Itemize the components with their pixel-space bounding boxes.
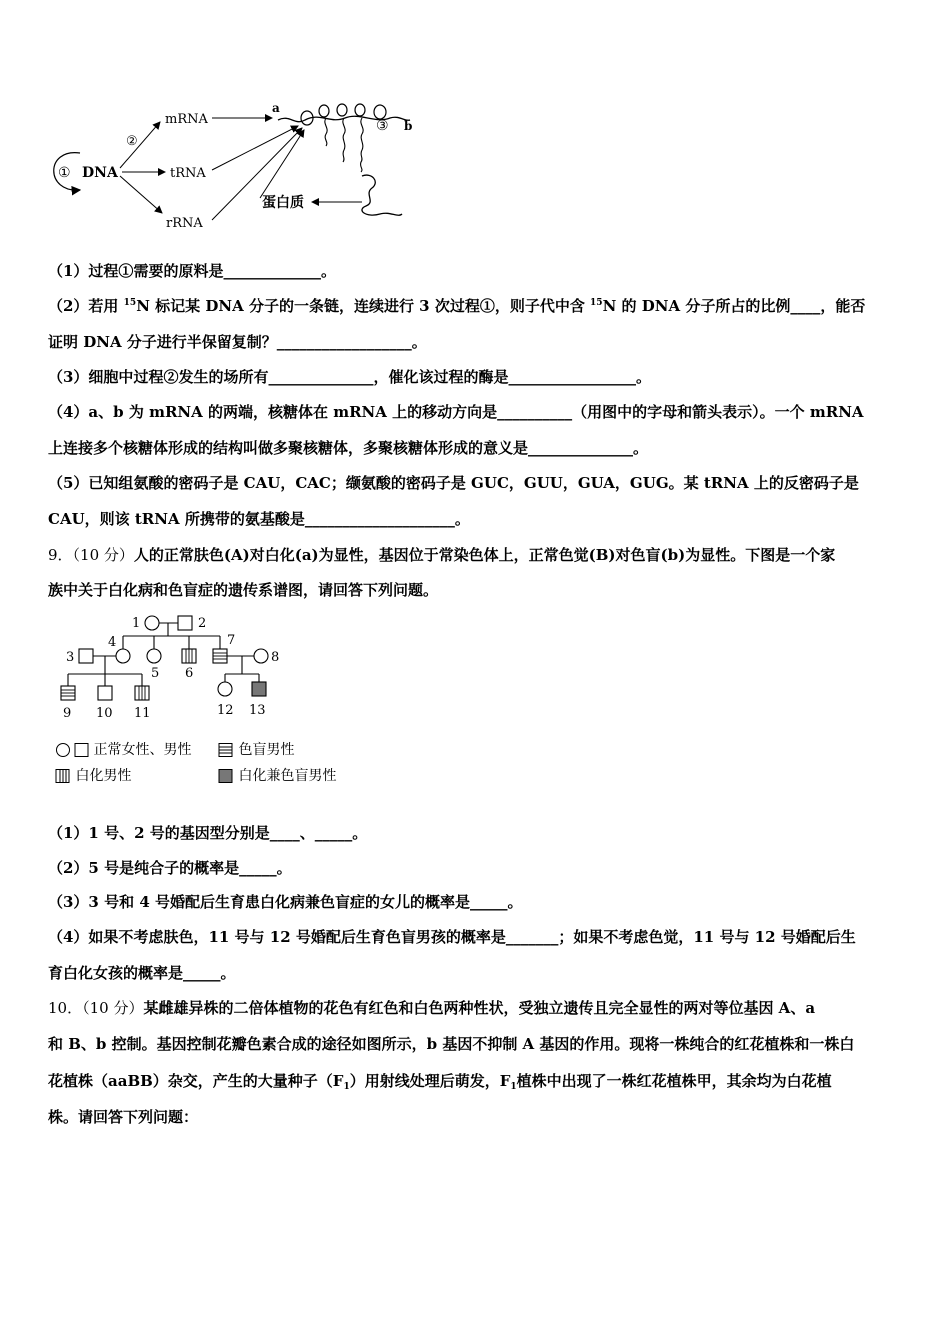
peptide-chain [343, 118, 345, 162]
label-11: 11 [134, 706, 151, 721]
q9-part3: （3）3 号和 4 号婚配后生育患白化病兼色盲症的女儿的概率是_____。 [48, 893, 523, 911]
rrna-label: rRNA [166, 216, 203, 231]
f1-subscript: 1 [343, 1082, 350, 1092]
q9-part1: （1）1 号、2 号的基因型分别是____、_____。 [48, 824, 368, 842]
q10-stem-line1 [48, 998, 815, 1018]
q8-part2-line1 [48, 296, 865, 316]
q9-part2: （2）5 号是纯合子的概率是_____。 [48, 859, 292, 877]
legend-both-label: 白化兼色盲男性 [238, 768, 337, 784]
central-dogma-figure [40, 98, 440, 238]
individual-8-female [254, 649, 268, 663]
mrna-label: mRNA [165, 112, 208, 127]
label-8: 8 [271, 650, 280, 665]
legend-albino-label: 白化男性 [75, 768, 132, 784]
arrow-dna-rrna [120, 176, 162, 213]
label-2: 2 [198, 616, 207, 631]
q8-part2-line2: 证明 DNA 分子进行半保留复制？__________________。 [48, 333, 427, 351]
label-1: 1 [132, 616, 141, 631]
q8-part2-post: N 的 DNA 分子所占的比例____，能否 [602, 297, 866, 315]
q8-part4-line2: 上连接多个核糖体形成的结构叫做多聚核糖体，多聚核糖体形成的意义是______________。 [48, 439, 649, 457]
q9-stem-line1 [48, 545, 835, 565]
ribosome [374, 105, 386, 119]
q8-part2-pre: （2）若用 [48, 297, 124, 315]
legend-albino-symbol [55, 768, 71, 784]
label-3: 3 [66, 650, 75, 665]
q10-stem-c-pre: 花植株（aaBB）杂交，产生的大量种子（F [48, 1072, 344, 1090]
q9-part4-line2: 育白化女孩的概率是_____。 [48, 964, 236, 982]
legend-normal-symbols [55, 742, 89, 758]
protein-chain [362, 175, 402, 215]
step1-label: ① [58, 165, 71, 181]
question-score: （10 分） [82, 999, 144, 1017]
legend-both-symbol [218, 768, 234, 784]
question-number: 10． [48, 999, 83, 1017]
legend-normal-label: 正常女性、男性 [93, 742, 192, 758]
label-10: 10 [96, 706, 113, 721]
isotope-superscript: 15 [590, 298, 603, 308]
f1-subscript: 1 [510, 1082, 517, 1092]
label-13: 13 [249, 703, 266, 718]
legend-colorblind-symbol [218, 742, 234, 758]
ribosome [355, 104, 365, 116]
end-a-label: a [272, 101, 280, 115]
legend-normal [55, 739, 191, 759]
q8-part2-mid: N 标记某 DNA 分子的一条链，连续进行 3 次过程①，则子代中含 [136, 297, 591, 315]
legend-both [218, 765, 336, 785]
step3-label: ③ [376, 118, 389, 134]
legend-albino [55, 765, 131, 785]
dna-label: DNA [82, 165, 118, 181]
ribosome [337, 104, 347, 116]
q10-stem-c-mid: ）用射线处理后萌发，F [349, 1072, 511, 1090]
individual-1-female [145, 616, 159, 630]
peptide-chain [361, 118, 364, 172]
q8-part3: （3）细胞中过程②发生的场所有______________，催化该过程的酶是_________________。 [48, 368, 651, 386]
arrow-trna-ribosome [212, 126, 298, 170]
q8-part4-line1: （4）a、b 为 mRNA 的两端，核糖体在 mRNA 上的移动方向是__________（用图中的字母和箭头表示）。一个 mRNA [48, 403, 864, 421]
label-12: 12 [217, 703, 234, 718]
legend-colorblind [218, 739, 294, 759]
q10-stem-line2: 和 B、b 控制。基因控制花瓣色素合成的途径如图所示，b 基因不抑制 A 基因的作用。现将一株纯合的红花植株和一株白 [48, 1035, 855, 1053]
trna-label: tRNA [170, 166, 206, 181]
q10-stem-line4: 株。请回答下列问题： [48, 1108, 199, 1126]
q10-stem-c-post: 植株中出现了一株红花植株甲，其余均为白花植 [516, 1072, 832, 1090]
individual-12-female [218, 682, 232, 696]
ribosome [319, 105, 329, 117]
question-score: （10 分） [72, 546, 134, 564]
protein-label: 蛋白质 [262, 195, 304, 211]
label-9: 9 [63, 706, 72, 721]
peptide-chain [325, 118, 327, 146]
pedigree-chart [60, 612, 300, 722]
legend-colorblind-label: 色盲男性 [238, 742, 295, 758]
q8-part5-line2: CAU，则该 tRNA 所携带的氨基酸是____________________。 [48, 510, 470, 528]
label-5: 5 [151, 666, 160, 681]
q10-stem-text: 某雌雄异株的二倍体植物的花色有红色和白色两种性状，受独立遗传且完全显性的两对等位基因 A、a [143, 999, 816, 1017]
q9-stem-line2: 族中关于白化病和色盲症的遗传系谱图，请回答下列问题。 [48, 581, 439, 599]
label-4: 4 [108, 635, 117, 650]
individual-13-albino-colorblind-male [252, 682, 266, 696]
question-number: 9． [48, 546, 73, 564]
isotope-superscript: 15 [123, 298, 137, 308]
q10-stem-line3 [48, 1071, 832, 1091]
individual-3-male [79, 649, 93, 663]
q8-part5-line1: （5）已知组氨酸的密码子是 CAU，CAC；缬氨酸的密码子是 GUC，GUU，GUA，GUG。某 tRNA 上的反密码子是 [48, 474, 859, 492]
q9-stem-text: 人的正常肤色(A)对白化(a)为显性，基因位于常染色体上，正常色觉(B)对色盲(b)为显性。下图是一个家 [133, 546, 836, 564]
individual-4-female [116, 649, 130, 663]
end-b-label: b [404, 119, 413, 133]
label-7: 7 [227, 633, 236, 648]
individual-2-male [178, 616, 192, 630]
step2-label: ② [126, 134, 138, 149]
q9-part4-line1: （4）如果不考虑肤色，11 号与 12 号婚配后生育色盲男孩的概率是_______；如果不考虑色觉，11 号与 12 号婚配后生 [48, 928, 856, 946]
individual-5-female [147, 649, 161, 663]
individual-10-male [98, 686, 112, 700]
label-6: 6 [185, 666, 194, 681]
q8-part1: （1）过程①需要的原料是_____________。 [48, 262, 336, 280]
